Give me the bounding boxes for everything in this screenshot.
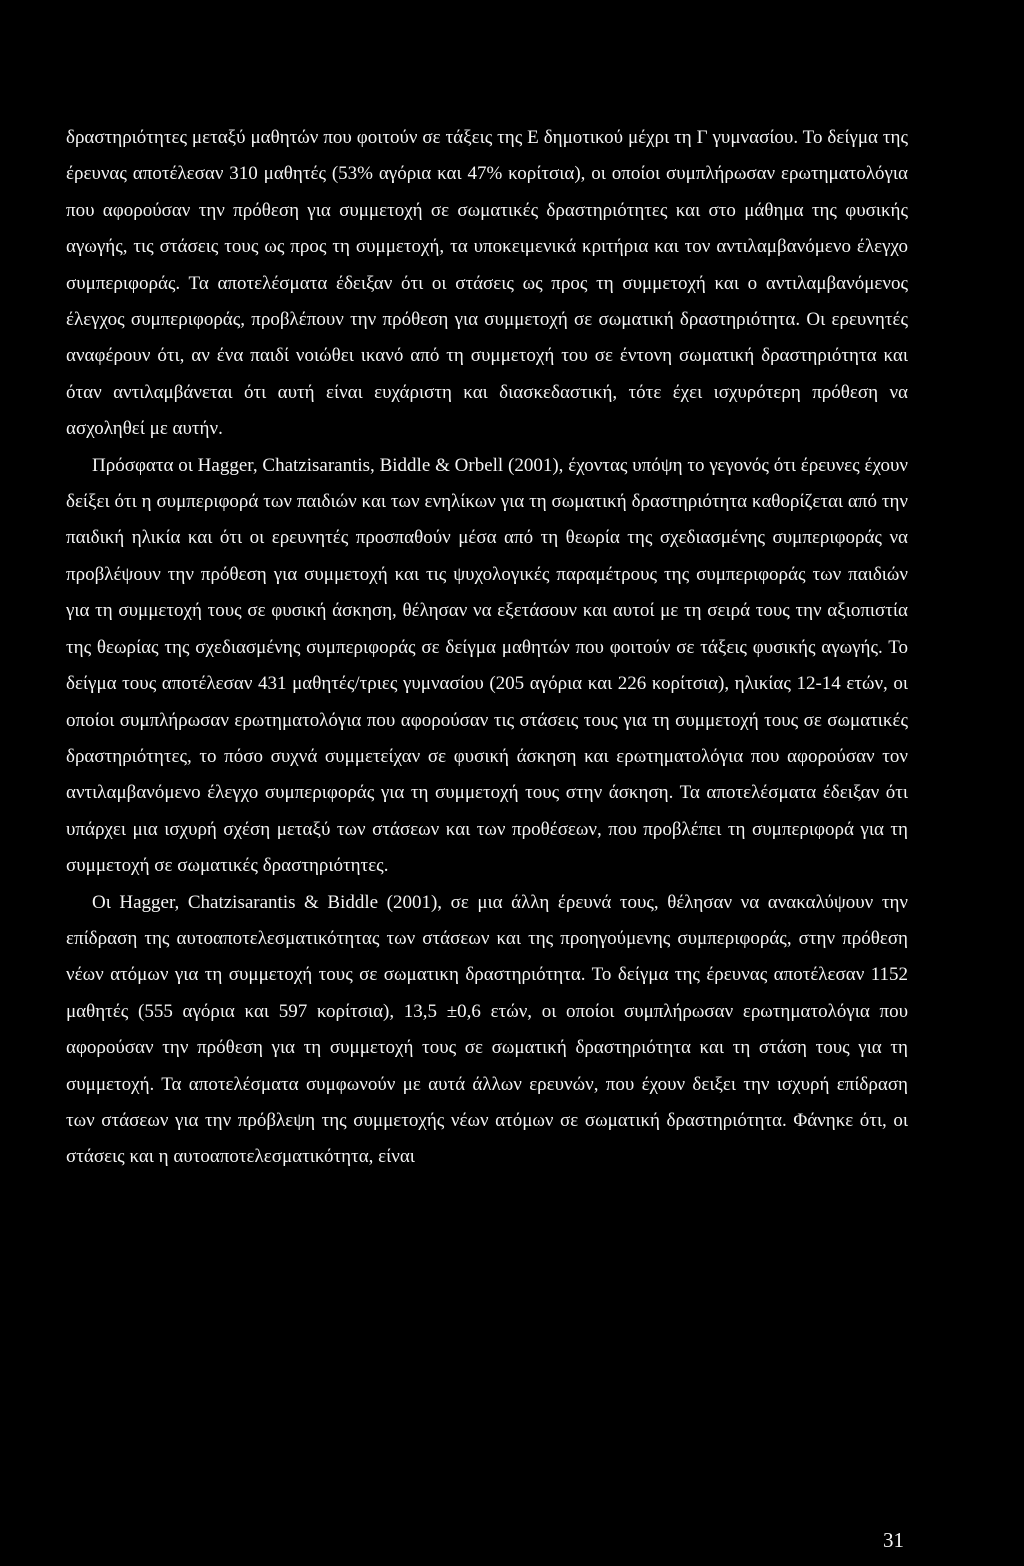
paragraph-hagger-2001-orbell: Πρόσφατα οι Hagger, Chatzisarantis, Biddle & Orbell (2001), έχοντας υπόψη το γεγονός ότι έρευνες έχουν δείξει ότι η συμπεριφορά των παιδιών και των ενηλίκων για τη σωματική δραστηριότητα καθορίζεται από την παιδική ηλικία και ότι οι ερευνητές προσπαθούν μέσα από τη θεωρία της σχεδιασμένης συμπεριφοράς να προβλέψουν την πρόθεση για συμμετοχή και τις ψυχολογικές παραμέτρους της συμπεριφοράς των παιδιών για τη συμμετοχή τους σε φυσική άσκηση, θέλησαν να εξετάσουν και αυτοί με τη σειρά τους την αξιοπιστία της θεωρίας της σχεδιασμένης συμπεριφοράς σε δείγμα μαθητών που φοιτούν σε τάξεις φυσικής αγωγής. Το δείγμα τους αποτέλεσαν 431 μαθητές/τριες γυμνασίου (205 αγόρια και 226 κορίτσια), ηλικίας 12-14 ετών, οι οποίοι συμπλήρωσαν ερωτηματολόγια που αφορούσαν τις στάσεις τους για τη συμμετοχή τους σε σωματικές δραστηριότητες, το πόσο συχνά συμμετείχαν σε φυσική άσκηση και ερωτηματολόγια που αφορούσαν τον αντιλαμβανόμενο έλεγχο συμπεριφοράς για τη συμμετοχή τους στην άσκηση. Τα αποτελέσματα έδειξαν ότι υπάρχει μια ισχυρή σχέση μεταξύ των στάσεων και των προθέσεων, που προβλέπει τη συμπεριφορά για τη συμμετοχή σε σωματικές δραστηριότητες.	[66, 454, 908, 877]
body-text	[66, 120, 908, 1176]
page-number: 31	[883, 1528, 904, 1552]
paragraph-hagger-2001-self-efficacy: Οι Hagger, Chatzisarantis & Biddle (2001), σε μια άλλη έρευνά τους, θέλησαν να ανακαλύψουν την επίδραση της αυτοαποτελεσματικότητας των στάσεων και της προηγούμενης συμπεριφοράς, στην πρόθεση νέων ατόμων για τη συμμετοχή τους σε σωματικη δραστηριότητα. Το δείγμα της έρευνας αποτέλεσαν 1152 μαθητές (555 αγόρια και 597 κορίτσια), 13,5 ±0,6 ετών, οι οποίοι συμπλήρωσαν ερωτηματολόγια που αφορούσαν την πρόθεση για τη συμμετοχή τους σε σωματική δραστηριότητα και τη στάση τους για τη συμμετοχή. Τα αποτελέσματα συμφωνούν με αυτά άλλων ερευνών, που έχουν δειξει την ισχυρή επίδραση των στάσεων για την πρόβλεψη της συμμετοχής νέων ατόμων σε σωματική δραστηριότητα. Φάνηκε ότι, οι στάσεις και η αυτοαποτελεσματικότητα, είναι	[66, 891, 908, 1168]
paragraph-continuation: δραστηριότητες μεταξύ μαθητών που φοιτούν σε τάξεις της Ε δημοτικού μέχρι τη Γ γυμνασίου. Το δείγμα της έρευνας αποτέλεσαν 310 μαθητές (53% αγόρια και 47% κορίτσια), οι οποίοι συμπλήρωσαν ερωτηματολόγια που αφορούσαν την πρόθεση για συμμετοχή σε σωματικές δραστηριότητες και στο μάθημα της φυσικής αγωγής, τις στάσεις τους ως προς τη συμμετοχή, τα υποκειμενικά κριτήρια και τον αντιλαμβανόμενο έλεγχο συμπεριφοράς. Τα αποτελέσματα έδειξαν ότι οι στάσεις ως προς τη συμμετοχή και ο αντιλαμβανόμενος έλεγχος συμπεριφοράς, προβλέπουν την πρόθεση για συμμετοχή σε σωματική δραστηριότητα. Οι ερευνητές αναφέρουν ότι, αν ένα παιδί νοιώθει ικανό από τη συμμετοχή του σε έντονη σωματική δραστηριότητα και όταν αντιλαμβάνεται ότι αυτή είναι ευχάριστη και διασκεδαστική, τότε έχει ισχυρότερη πρόθεση να ασχοληθεί με αυτήν.	[66, 127, 908, 440]
